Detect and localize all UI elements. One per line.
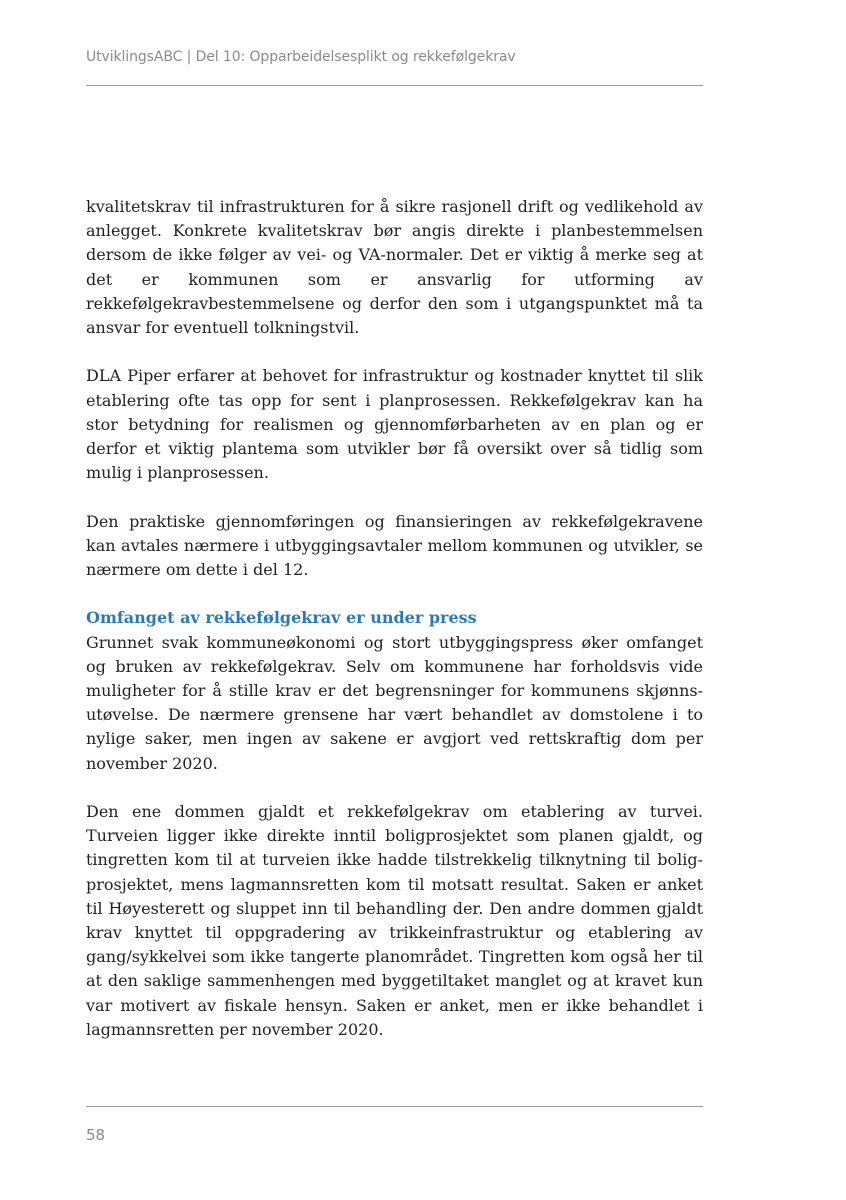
paragraph-dla-piper-experience: DLA Piper erfarer at behovet for infrastruktur og kostnader knyttet til slik etablering ofte tas opp for sent i planprosessen. Rekkefølgekrav kan ha stor betydning for realismen og gjennomførbarheten av en plan og er derfor et viktig plantema som utvikler bør få oversikt over så tidlig som mulig i planprosessen. bbox=[86, 366, 703, 483]
paragraph-scope-pressure: Grunnet svak kommuneøkonomi og stort utbyggingspress øker omfanget og bruken av rekkefølgekrav. Selv om kommunene har forholdsvis vide muligheter for å stille krav er det begrensninger for kommunens skjønnsutøvelse. De nærmere grensene har vært behandlet av domstolene i to nylige saker, men ingen av sakene er avgjort ved rettskraftig dom per november 2020. bbox=[86, 632, 703, 773]
section-heading: Omfanget av rekkefølgekrav er under press bbox=[86, 608, 477, 628]
running-header: UtviklingsABC | Del 10: Opparbeidelsesplikt og rekkefølgekrav bbox=[86, 49, 516, 65]
header-divider bbox=[86, 85, 703, 86]
page-number: 58 bbox=[86, 1126, 106, 1144]
footer-divider bbox=[86, 1106, 703, 1107]
page-body bbox=[86, 195, 703, 1066]
paragraph-quality-requirements: kvalitetskrav til infrastrukturen for å sikre rasjonell drift og vedlikehold av anlegget. Konkrete kvalitetskrav bør angis direkte i planbestemmelsen dersom de ikke følger av vei- og VA-normaler. Det er viktig å merke seg at det er kommunen som er ansvarlig for utforming av rekkefølgekravbestemmelsene og derfor den som i utgangspunktet må ta ansvar for eventuell tolkningstvil. bbox=[86, 197, 703, 338]
paragraph-court-cases: Den ene dommen gjaldt et rekkefølgekrav om etablering av turvei. Turveien ligger ikke direkte inntil boligprosjektet som planen gjaldt, og tingretten kom til at turveien ikke hadde tilstrekkelig tilknytning til boligprosjektet, mens lagmannsretten kom til motsatt resultat. Saken er anket til Høyesterett og sluppet inn til behandling der. Den andre dommen gjaldt krav knyttet til oppgradering av trikkeinfrastruktur og etablering av gang/sykkelvei som ikke tangerte planområdet. Tingretten kom også her til at den saklige sammenhengen med byggetiltaket manglet og at kravet kun var motivert av fiskale hensyn. Saken er anket, men er ikke behandlet i lagmannsretten per november 2020. bbox=[86, 802, 703, 1039]
paragraph-implementation-financing: Den praktiske gjennomføringen og finansieringen av rekkefølgekravene kan avtales nærmere i utbyggingsavtaler mellom kommunen og utvikler, se nærmere om dette i del 12. bbox=[86, 511, 703, 580]
